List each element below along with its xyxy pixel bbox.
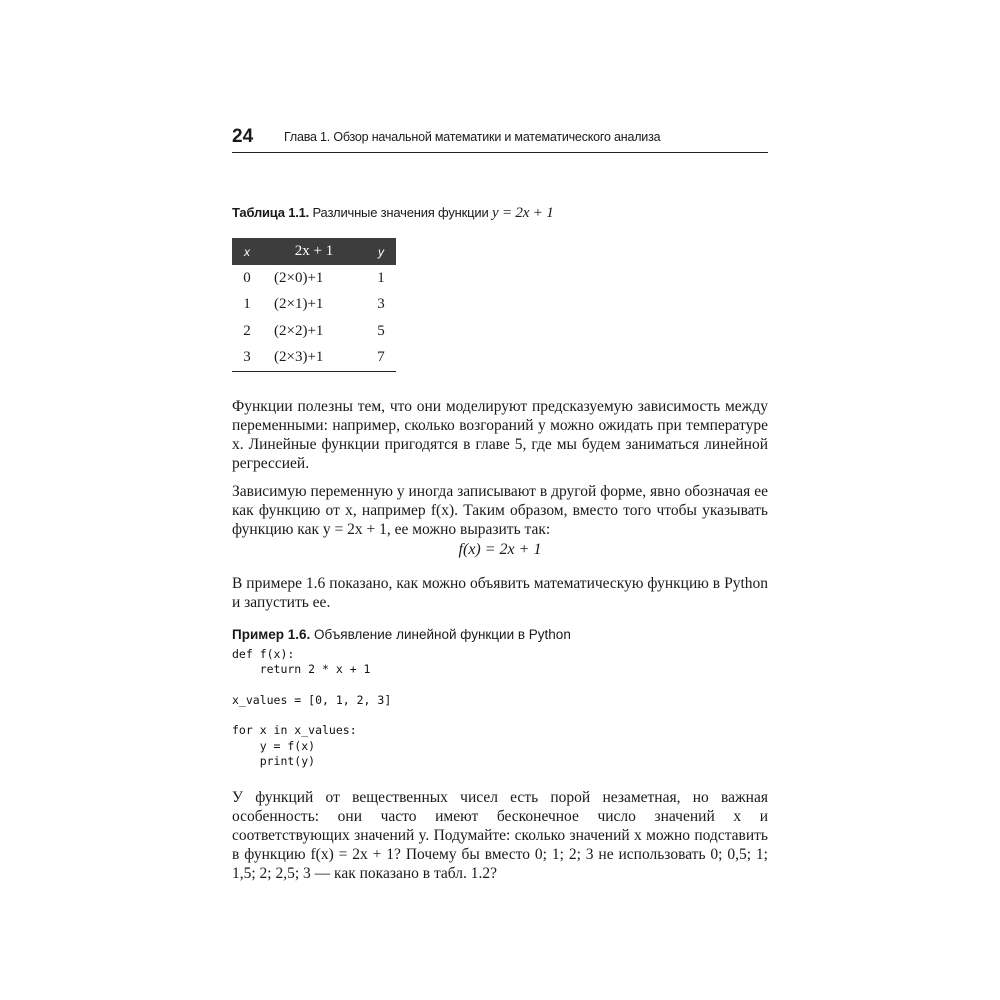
cell-expression: (2×2)+1 (274, 322, 324, 339)
paragraph-functions-intro: Функции полезны тем, что они моделируют предсказуемую зависимость между переменными: например, сколько возгораний y можно ожидать при температуре x. Линейные функции пригодятся в главе 5, где мы будем заниматься линейной регрессией. (232, 398, 768, 472)
table-caption-text: Различные значения функции (312, 205, 489, 220)
header-expression: 2x + 1 (262, 238, 366, 265)
cell-y: 7 (377, 349, 385, 366)
values-table (232, 238, 396, 372)
table-caption (232, 205, 554, 222)
cell-expression: (2×1)+1 (274, 296, 324, 313)
cell-expression: (2×3)+1 (274, 349, 324, 366)
cell-x: 3 (243, 349, 251, 366)
display-formula: f(x) = 2x + 1 (458, 541, 542, 558)
paragraph-example-reference: В примере 1.6 показано, как можно объявить математическую функцию в Python и запустить ее. (232, 575, 768, 611)
running-title: Глава 1. Обзор начальной математики и математического анализа (284, 130, 661, 144)
table-caption-formula: y = 2x + 1 (491, 205, 554, 221)
table-row (232, 345, 396, 372)
code-listing: def f(x): return 2 * x + 1 x_values = [0, 1, 2, 3] for x in x_values: y = f(x) print(y) (232, 647, 392, 769)
table-row (232, 318, 396, 345)
table-row (232, 265, 396, 292)
cell-x: 0 (243, 269, 251, 286)
cell-x: 2 (243, 322, 251, 339)
paragraph-dependent-variable: Зависимую переменную y иногда записывают в другой форме, явно обозначая ее как функцию от x, например f(x). Таким образом, вместо того чтобы указывать функцию как y = 2x + 1, ее можно выразить так: (232, 483, 768, 538)
cell-y: 3 (377, 296, 385, 313)
cell-y: 5 (377, 322, 385, 339)
example-label: Пример 1.6. (232, 627, 311, 642)
header-x: x (232, 238, 262, 265)
page-number: 24 (232, 126, 254, 147)
header-y: y (366, 238, 396, 265)
cell-expression: (2×0)+1 (274, 269, 324, 286)
table-header-row (232, 238, 396, 265)
table-row (232, 292, 396, 319)
example-caption (232, 627, 571, 642)
page-header (232, 126, 768, 153)
cell-y: 1 (377, 269, 385, 286)
cell-x: 1 (243, 296, 251, 313)
paragraph-real-functions: У функций от вещественных чисел есть порой незаметная, но важная особенность: они часто имеют бесконечное число значений x и соответствующих значений y. Подумайте: сколько значений x можно подставить в функцию f(x) = 2x + 1? Почему бы вместо 0; 1; 2; 3 не использовать 0; 0,5; 1; 1,5; 2; 2,5; 3 — как показано в табл. 1.2? (232, 789, 768, 882)
table-caption-label: Таблица 1.1. (232, 205, 310, 220)
example-title: Объявление линейной функции в Python (314, 627, 571, 642)
